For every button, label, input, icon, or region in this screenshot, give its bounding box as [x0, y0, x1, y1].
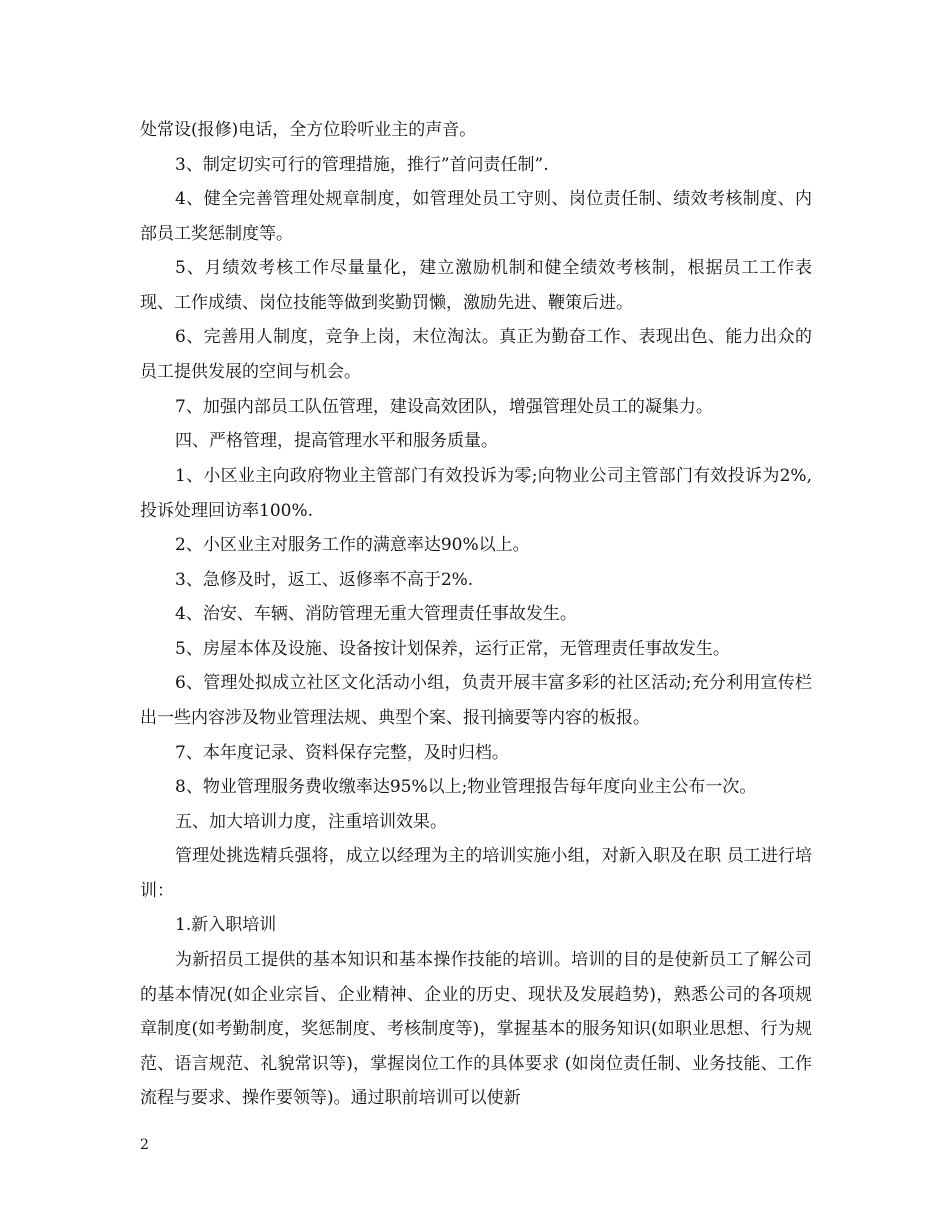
paragraph-training-intro: 管理处挑选精兵强将，成立以经理为主的培训实施小组，对新入职及在职 员工进行培训：	[140, 846, 812, 901]
paragraph-item-5: 5、月绩效考核工作尽量量化，建立激励机制和健全绩效考核制，根据员工工作表现、工作成绩、岗位技能等做到奖勤罚懒，激励先进、鞭策后进。	[140, 258, 812, 313]
paragraph-item-6: 6、完善用人制度，竞争上岗，末位淘汰。真正为勤奋工作、表现出色、能力出众的员工提供发展的空间与机会。	[140, 327, 812, 382]
paragraph-item-8: 8、物业管理服务费收缴率达95%以上;物业管理报告每年度向业主公布一次。	[175, 777, 757, 797]
paragraph-item-6b: 6、管理处拟成立社区文化活动小组，负责开展丰富多彩的社区活动;充分利用宣传栏出一些内容涉及物业管理法规、典型个案、报刊摘要等内容的板报。	[140, 673, 812, 728]
paragraph-item-4b: 4、治安、车辆、消防管理无重大管理责任事故发生。	[175, 604, 577, 624]
paragraph-item-1: 1、小区业主向政府物业主管部门有效投诉为零;向物业公司主管部门有效投诉为2%,投诉处理回访率100%.	[140, 466, 812, 521]
subheading-new-hire-training: 1.新入职培训	[175, 915, 277, 935]
paragraph-item-5b: 5、房屋本体及设施、设备按计划保养，运行正常，无管理责任事故发生。	[175, 639, 730, 659]
paragraph-item-4: 4、健全完善管理处规章制度，如管理处员工守则、岗位责任制、绩效考核制度、内部员工奖惩制度等。	[140, 189, 812, 244]
page-number: 2	[140, 1137, 149, 1153]
paragraph-item-7b: 7、本年度记录、资料保存完整，及时归档。	[175, 743, 509, 763]
paragraph-new-hire-training: 为新招员工提供的基本知识和基本操作技能的培训。培训的目的是使新员工了解公司的基本情况(如企业宗旨、企业精神、企业的历史、现状及发展趋势)，熟悉公司的各项规章制度(如考勤制度，奖惩制度、考核制度等)，掌握基本的服务知识(如职业思想、行为规范、语言规范、礼貌常识等)，掌握岗位工作的具体要求 (如岗位责任制、业务技能、工作流程与要求、操作要领等)。通过职前培训可以使新	[140, 950, 812, 1109]
paragraph-item-7: 7、加强内部员工队伍管理，建设高效团队，增强管理处员工的凝集力。	[175, 397, 713, 417]
section-heading-5: 五、加大培训力度，注重培训效果。	[175, 812, 447, 832]
paragraph-item-3b: 3、急修及时，返工、返修率不高于2%.	[175, 570, 474, 590]
paragraph-item-2: 2、小区业主对服务工作的满意率达90%以上。	[175, 535, 530, 555]
paragraph-item-3: 3、制定切实可行的管理措施，推行”首问责任制”.	[175, 155, 549, 175]
section-heading-4: 四、严格管理，提高管理水平和服务质量。	[175, 431, 498, 451]
paragraph-continuation: 处常设(报修)电话，全方位聆听业主的声音。	[140, 120, 477, 140]
